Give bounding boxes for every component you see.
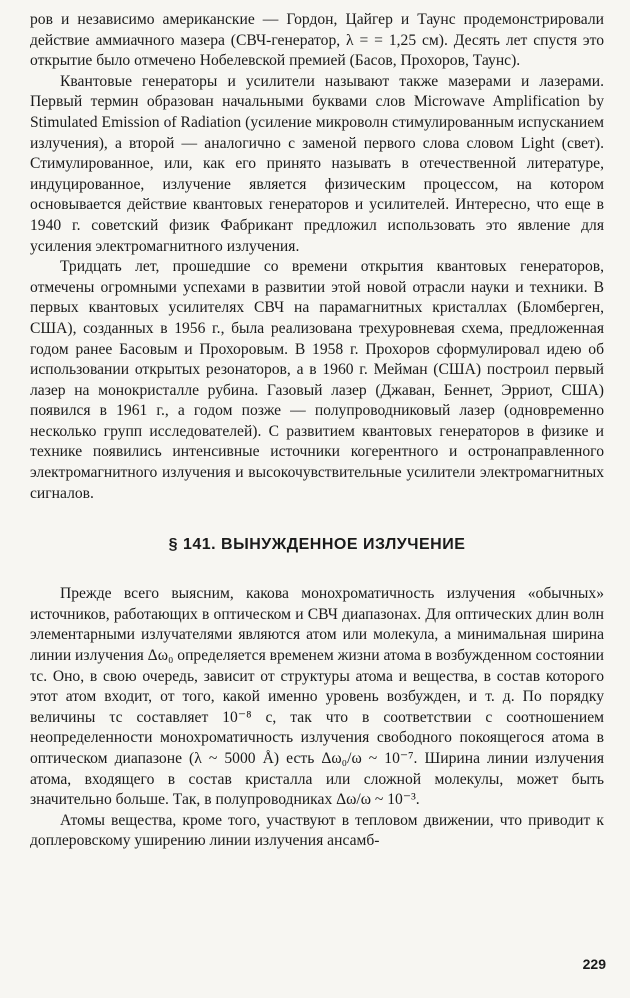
paragraph-4: Прежде всего выясним, какова монохроматичность излучения «обычных» источников, работающих в оптическом и СВЧ диапазонах. Для оптических длин волн элементарными излучателями являются атом или молекула, а минимальная ширина линии излучения Δω₀ определяется временем жизни атома в возбужденном состоянии τc. Оно, в свою очередь, зависит от структуры атома и вещества, в состав которого этот атом входит, от того, какой именно уровень возбужден, и т. д. По порядку величины τc составляет 10⁻⁸ с, так что в соответствии с соотношением неопределенности монохроматичность излучения свободного покоящегося атома в оптическом диапазоне (λ ~ 5000 Å) есть Δω₀/ω ~ 10⁻⁷. Ширина линии излучения атома, входящего в состав кристалла или сложной молекулы, может быть значительно больше. Так, в полупроводниках Δω/ω ~ 10⁻³. [30, 585, 604, 809]
section-title: § 141. ВЫНУЖДЕННОЕ ИЗЛУЧЕНИЕ [168, 536, 466, 554]
page-number: 229 [582, 956, 606, 972]
paragraph-1: ров и независимо американские — Гордон, Цайгер и Таунс продемонстрировали действие аммиачного мазера (СВЧ-генератор, λ = = 1,25 см). Десять лет спустя это открытие было отмечено Нобелевской премией (Басов, Прохоров, Таунс). [30, 11, 604, 70]
paragraph-5: Атомы вещества, кроме того, участвуют в тепловом движении, что приводит к доплеровскому уширению линии излучения ансамб- [30, 811, 604, 850]
paragraph-2: Квантовые генераторы и усилители называют также мазерами и лазерами. Первый термин образован начальными буквами слов Microwave Amplification by Stimulated Emission of Radiation (усиление микроволн стимулированным испусканием излучения), а второй — аналогично с заменой первого слова словом Light (свет). Стимулированное, или, как его принято называть в отечественной литературе, индуцированное, излучение является физическим процессом, на котором основывается действие квантовых генераторов и усилителей. Интересно, что еще в 1940 г. советский физик Фабрикант предложил использовать это явление для усиления электромагнитного излучения. [30, 72, 604, 255]
paragraph-3: Тридцать лет, прошедшие со времени открытия квантовых генераторов, отмечены огромными успехами в развитии этой новой отрасли науки и техники. В первых квантовых усилителях СВЧ на парамагнитных кристаллах (Бломберген, США), созданных в 1956 г., была реализована трехуровневая схема, предложенная годом ранее Басовым и Прохоровым. В 1958 г. Прохоров сформулировал идею об использовании открытых резонаторов, а в 1960 г. Мейман (США) построил первый лазер на монокристалле рубина. Газовый лазер (Джаван, Беннет, Эрриот, США) появился в 1961 г., а годом позже — полупроводниковый лазер (одновременно несколько групп исследователей). С развитием квантовых генераторов в физике и технике появились интенсивные источники когерентного и остронаправленного электромагнитного излучения и высокочувствительные усилители электромагнитных сигналов. [30, 258, 604, 502]
